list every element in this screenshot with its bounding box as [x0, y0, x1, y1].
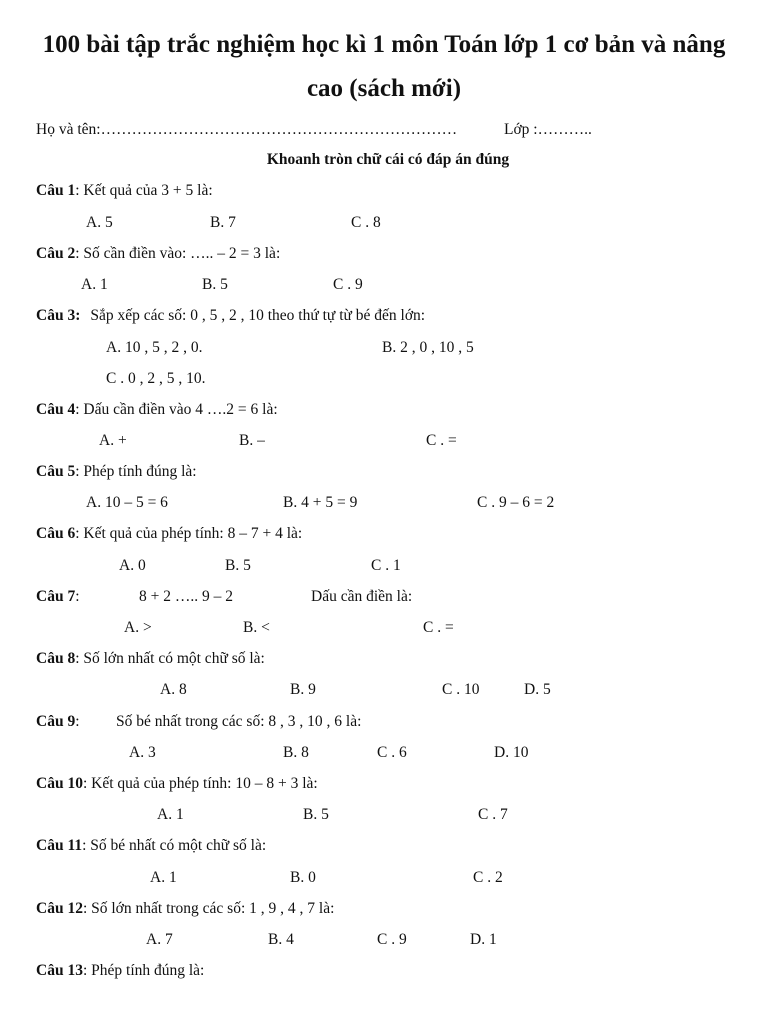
- option-9b: B. 8: [283, 744, 309, 761]
- question-text: : Số lớn nhất có một chữ số là:: [75, 650, 265, 667]
- question-text: : Kết quả của phép tính: 10 – 8 + 3 là:: [82, 775, 318, 792]
- question-3: [36, 306, 425, 326]
- option-10b: B. 5: [303, 806, 329, 823]
- question-7-expression: 8 + 2 ….. 9 – 2: [139, 588, 233, 605]
- question-7-prompt: Dấu cần điền là:: [311, 588, 413, 605]
- option-8b: B. 9: [290, 681, 316, 698]
- question-text: : Phép tính đúng là:: [75, 463, 197, 480]
- question-label: Câu 2: [36, 245, 76, 262]
- question-label: Câu 10: [36, 775, 83, 792]
- option-7a: A. >: [124, 619, 152, 636]
- question-5: [36, 462, 197, 482]
- option-2a: A. 1: [81, 276, 108, 293]
- option-4b: B. –: [239, 432, 265, 449]
- question-label: Câu 8: [36, 650, 76, 667]
- option-9a: A. 3: [129, 744, 156, 761]
- option-11b: B. 0: [290, 869, 316, 886]
- option-6a: A. 0: [119, 557, 146, 574]
- question-13: [36, 961, 204, 981]
- option-2b: B. 5: [202, 276, 228, 293]
- option-7c: C . =: [423, 619, 454, 636]
- question-text: : Dấu cần điền vào 4 ….2 = 6 là:: [75, 401, 278, 418]
- question-9: [36, 712, 80, 732]
- document-title-line-2: cao (sách mới): [306, 75, 462, 102]
- option-9c: C . 6: [377, 744, 407, 761]
- option-8c: C . 10: [442, 681, 480, 698]
- question-label: Câu 4: [36, 401, 76, 418]
- option-8d: D. 5: [524, 681, 551, 698]
- option-10a: A. 1: [157, 806, 184, 823]
- question-text: Sắp xếp các số: 0 , 5 , 2 , 10 theo thứ tự từ bé đến lớn:: [90, 307, 426, 324]
- option-5c: C . 9 – 6 = 2: [477, 494, 555, 511]
- option-2c: C . 9: [333, 276, 363, 293]
- question-6: [36, 524, 302, 544]
- question-label: Câu 9: [36, 713, 76, 730]
- name-field-label: Họ và tên:……………………………………………………………: [36, 121, 458, 138]
- question-label: Câu 7: [36, 588, 76, 605]
- option-7b: B. <: [243, 619, 270, 636]
- option-6b: B. 5: [225, 557, 251, 574]
- option-4a: A. +: [99, 432, 127, 449]
- question-8: [36, 649, 265, 669]
- question-text: : Kết quả của 3 + 5 là:: [75, 182, 213, 199]
- document-title-line-1: 100 bài tập trắc nghiệm học kì 1 môn Toán lớp 1 cơ bản và nâng: [42, 31, 726, 58]
- question-7: [36, 587, 80, 607]
- option-3c: C . 0 , 2 , 5 , 10.: [106, 370, 206, 387]
- question-label: Câu 6: [36, 525, 76, 542]
- question-text: :: [75, 588, 80, 605]
- option-1c: C . 8: [351, 214, 381, 231]
- option-12b: B. 4: [268, 931, 294, 948]
- option-5a: A. 10 – 5 = 6: [86, 494, 168, 511]
- question-label: Câu 5: [36, 463, 76, 480]
- option-1b: B. 7: [210, 214, 236, 231]
- question-text: : Số cần điền vào: ….. – 2 = 3 là:: [75, 245, 281, 262]
- option-5b: B. 4 + 5 = 9: [283, 494, 358, 511]
- question-label: Câu 12: [36, 900, 83, 917]
- option-12a: A. 7: [146, 931, 173, 948]
- option-8a: A. 8: [160, 681, 187, 698]
- option-6c: C . 1: [371, 557, 401, 574]
- option-11c: C . 2: [473, 869, 503, 886]
- option-3a: A. 10 , 5 , 2 , 0.: [106, 339, 203, 356]
- question-1: [36, 181, 213, 201]
- instruction-heading: Khoanh tròn chữ cái có đáp án đúng: [266, 151, 510, 168]
- question-2: [36, 244, 280, 264]
- question-text: : Số bé nhất có một chữ số là:: [82, 837, 267, 854]
- option-3b: B. 2 , 0 , 10 , 5: [382, 339, 474, 356]
- question-12: [36, 899, 334, 919]
- question-text: : Phép tính đúng là:: [82, 962, 205, 979]
- question-9-prompt: Số bé nhất trong các số: 8 , 3 , 10 , 6 là:: [116, 713, 362, 730]
- option-11a: A. 1: [150, 869, 177, 886]
- question-label: Câu 3:: [36, 307, 81, 324]
- option-12d: D. 1: [470, 931, 497, 948]
- option-1a: A. 5: [86, 214, 113, 231]
- question-label: Câu 11: [36, 837, 83, 854]
- question-label: Câu 13: [36, 962, 83, 979]
- option-12c: C . 9: [377, 931, 407, 948]
- question-text: :: [75, 713, 80, 730]
- question-10: [36, 774, 318, 794]
- question-11: [36, 836, 266, 856]
- option-10c: C . 7: [478, 806, 508, 823]
- class-field-label: Lớp :………..: [504, 121, 592, 138]
- question-text: : Kết quả của phép tính: 8 – 7 + 4 là:: [75, 525, 303, 542]
- question-text: : Số lớn nhất trong các số: 1 , 9 , 4 , 7 là:: [82, 900, 335, 917]
- option-4c: C . =: [426, 432, 457, 449]
- question-label: Câu 1: [36, 182, 76, 199]
- option-9d: D. 10: [494, 744, 529, 761]
- question-4: [36, 400, 278, 420]
